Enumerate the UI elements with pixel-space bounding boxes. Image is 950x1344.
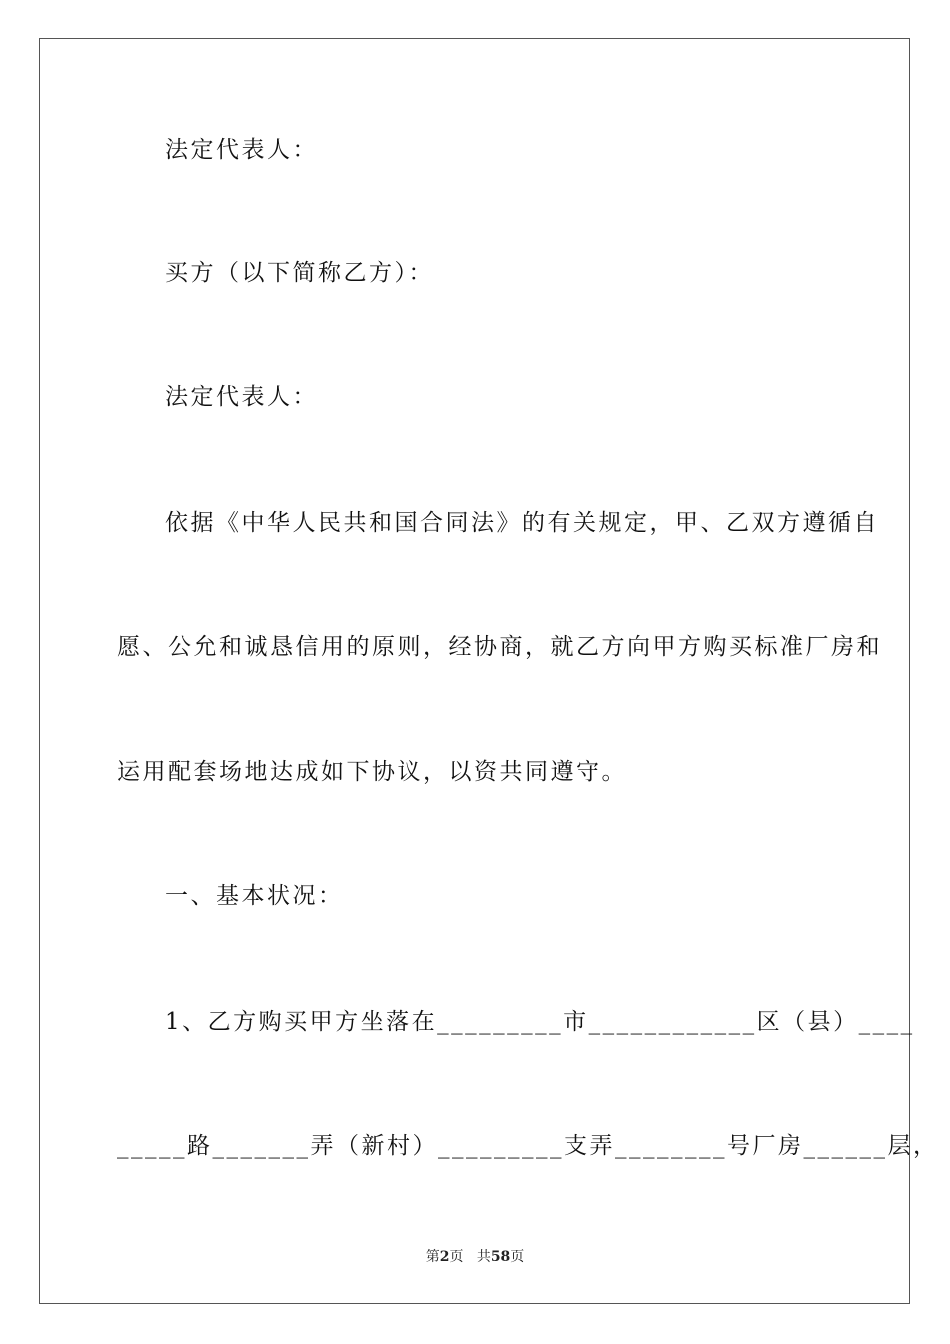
page-label-prefix: 第 (425, 1249, 440, 1265)
total-prefix: 共 (476, 1249, 491, 1265)
preamble-line-2: 愿、公允和诚恳信用的原则，经协商，就乙方向甲方购买标准厂房和 (117, 634, 882, 660)
clause-1-line-2: _____路_______弄（新村）_________支弄________号厂房______层， (117, 1133, 939, 1159)
legal-rep-buyer-line: 法定代表人： (165, 384, 318, 410)
page-label-suffix: 页 (449, 1249, 464, 1265)
section-heading-basic: 一、基本状况： (165, 883, 344, 909)
buyer-line: 买方（以下简称乙方）： (165, 260, 434, 286)
preamble-line-3: 运用配套场地达成如下协议，以资共同遵守。 (117, 759, 627, 785)
page-number: 2 (439, 1249, 450, 1265)
total-pages: 58 (490, 1249, 511, 1265)
clause-1-line-1: 1、乙方购买甲方坐落在_________市____________区（县）____ (165, 1009, 915, 1035)
page-frame (39, 38, 910, 1304)
total-suffix: 页 (510, 1249, 525, 1265)
page-footer (0, 1248, 950, 1266)
preamble-line-1: 依据《中华人民共和国合同法》的有关规定，甲、乙双方遵循自 (165, 510, 879, 536)
legal-rep-seller-line: 法定代表人： (165, 137, 318, 163)
